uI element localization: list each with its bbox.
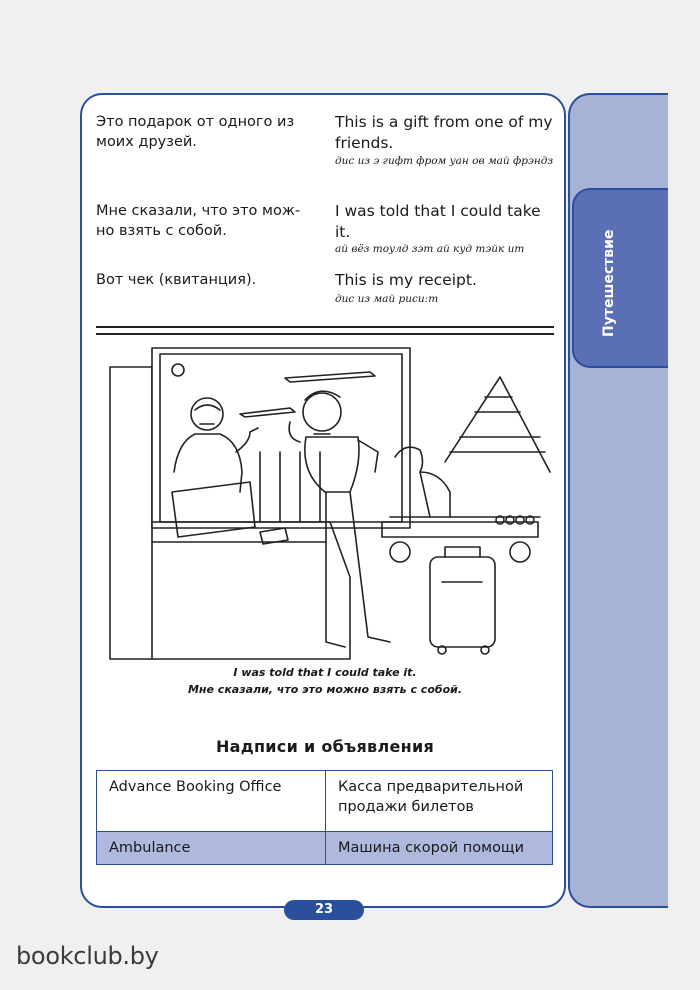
table-cell-russian: Касса предварительной продажи билетов [326, 771, 553, 832]
watermark: bookclub.by [16, 942, 159, 970]
phrase-3-transcription: дис из май рисиːт [335, 293, 439, 305]
table-cell-english: Ambulance [97, 832, 326, 865]
phrase-1-transcription: дис из э гифт фром уан ов май фрэндз [335, 155, 554, 167]
page-number: 23 [284, 900, 364, 920]
table-cell-russian: Машина скорой помощи [326, 832, 553, 865]
signs-table [96, 770, 553, 865]
table-row [97, 832, 553, 865]
phrase-2-english: I was told that I could take it. [335, 202, 541, 241]
chapter-tab-label: Путешествие [601, 229, 617, 337]
caption-russian: Мне сказали, что это можно взять с собой. [187, 683, 463, 696]
phrase-3-english: This is my receipt. [335, 271, 477, 289]
caption-english: I was told that I could take it. [233, 666, 417, 679]
divider-rule [96, 326, 554, 335]
phrase-2-transcription: ай вёз тоулд зэт ай куд тэйк ит [335, 243, 525, 255]
section-title: Надписи и объявления [215, 737, 435, 756]
customs-illustration [100, 342, 555, 660]
table-cell-english: Advance Booking Office [97, 771, 326, 832]
table-row [97, 771, 553, 832]
phrase-3-russian: Вот чек (квитанция). [96, 272, 257, 288]
phrase-1-english: This is a gift from one of my friends. [335, 113, 553, 152]
phrase-2-russian: Мне сказали, что это мож-но взять с собой. [96, 203, 301, 239]
phrase-1-russian: Это подарок от одного из моих друзей. [96, 114, 295, 150]
chapter-tab[interactable] [572, 188, 668, 368]
